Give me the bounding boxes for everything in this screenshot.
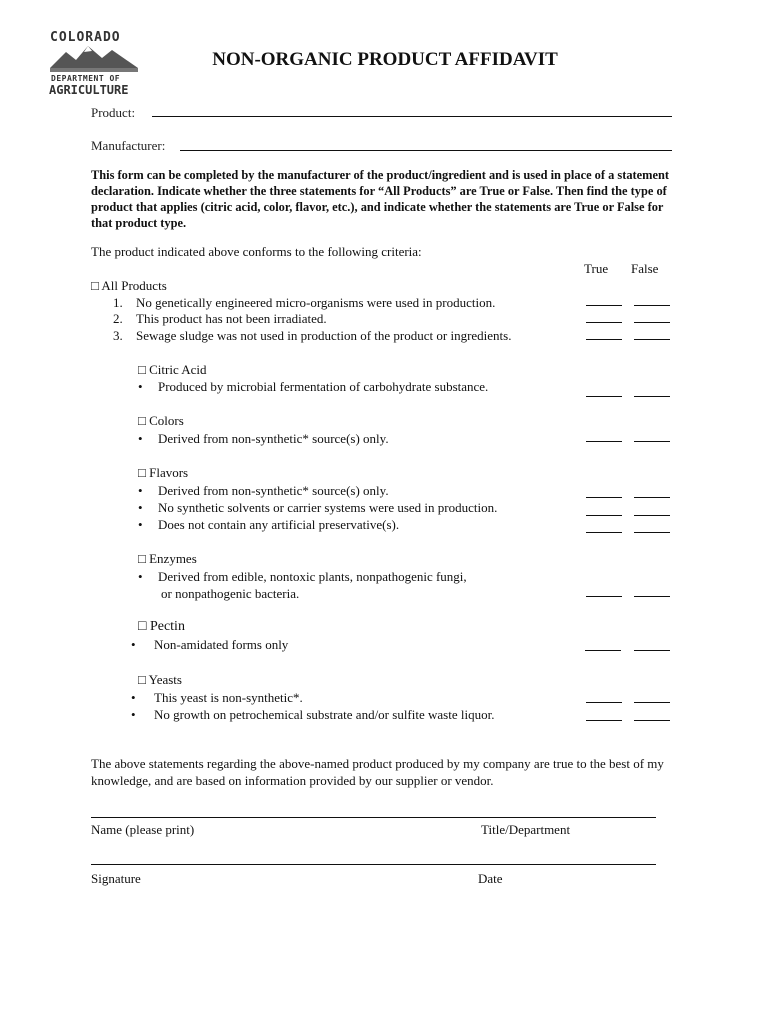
bullet: • — [138, 431, 143, 446]
flavors-item-2: No synthetic solvents or carrier systems were used in production. — [158, 500, 498, 515]
page-title: NON-ORGANIC PRODUCT AFFIDAVIT — [212, 49, 558, 70]
bullet: • — [138, 569, 143, 584]
false-blank[interactable] — [634, 515, 670, 516]
date-label: Date — [478, 871, 503, 886]
bullet: • — [138, 379, 143, 394]
closing-statement: The above statements regarding the above-named product produced by my company are true to the best of my knowledge, and are based on information provided by our supplier or vendor. — [91, 756, 664, 788]
bullet: • — [131, 690, 136, 705]
bullet: • — [138, 500, 143, 515]
flavors-heading: □ Flavors — [138, 465, 189, 480]
true-blank[interactable] — [586, 339, 622, 340]
svg-text:DEPARTMENT OF: DEPARTMENT OF — [51, 74, 121, 83]
name-label: Name (please print) — [91, 822, 195, 837]
manufacturer-label: Manufacturer: — [91, 138, 166, 153]
true-column-header: True — [584, 261, 609, 276]
true-blank[interactable] — [586, 515, 622, 516]
all-products-item-3: Sewage sludge was not used in production of the product or ingredients. — [136, 328, 512, 343]
list-number: 1. — [113, 295, 123, 310]
signature-label: Signature — [91, 871, 141, 886]
colors-heading: □ Colors — [138, 413, 184, 428]
flavors-item-1: Derived from non-synthetic* source(s) only. — [158, 483, 389, 498]
true-blank[interactable] — [586, 322, 622, 323]
pectin-item: Non-amidated forms only — [154, 637, 289, 652]
all-products-item-1: No genetically engineered micro-organisms were used in production. — [136, 295, 496, 310]
true-blank[interactable] — [586, 305, 622, 306]
false-blank[interactable] — [634, 720, 670, 721]
flavors-item-3: Does not contain any artificial preservative(s). — [158, 517, 400, 532]
citric-acid-item: Produced by microbial fermentation of carbohydrate substance. — [158, 379, 489, 394]
bullet: • — [138, 483, 143, 498]
true-blank[interactable] — [586, 596, 622, 597]
true-blank[interactable] — [586, 702, 622, 703]
bullet: • — [131, 707, 136, 722]
criteria-intro: The product indicated above conforms to the following criteria: — [91, 244, 422, 259]
pectin-heading: □ Pectin — [138, 619, 185, 634]
all-products-heading: □ All Products — [91, 278, 167, 293]
svg-text:COLORADO: COLORADO — [50, 30, 121, 45]
false-blank[interactable] — [634, 322, 670, 323]
list-number: 2. — [113, 311, 123, 326]
name-title-line[interactable] — [91, 817, 656, 818]
yeasts-heading: □ Yeasts — [138, 672, 182, 687]
false-blank[interactable] — [634, 650, 670, 651]
all-products-item-2: This product has not been irradiated. — [136, 311, 327, 326]
title-department-label: Title/Department — [481, 822, 571, 837]
citric-acid-heading: □ Citric Acid — [138, 362, 207, 377]
signature-date-line[interactable] — [91, 864, 656, 865]
bullet: • — [131, 637, 136, 652]
manufacturer-field[interactable] — [180, 150, 672, 151]
true-blank[interactable] — [586, 396, 622, 397]
colors-item: Derived from non-synthetic* source(s) only. — [158, 431, 389, 446]
false-blank[interactable] — [634, 497, 670, 498]
product-field[interactable] — [152, 116, 672, 117]
false-blank[interactable] — [634, 396, 670, 397]
false-blank[interactable] — [634, 596, 670, 597]
false-blank[interactable] — [634, 305, 670, 306]
enzymes-item-line2: or nonpathogenic bacteria. — [161, 586, 300, 601]
false-blank[interactable] — [634, 702, 670, 703]
false-blank[interactable] — [634, 532, 670, 533]
svg-text:AGRICULTURE: AGRICULTURE — [49, 83, 129, 97]
false-blank[interactable] — [634, 441, 670, 442]
bullet: • — [138, 517, 143, 532]
list-number: 3. — [113, 328, 123, 343]
product-label: Product: — [91, 105, 136, 120]
true-blank[interactable] — [586, 497, 622, 498]
yeasts-item-1: This yeast is non-synthetic*. — [154, 690, 303, 705]
false-column-header: False — [631, 261, 659, 276]
true-blank[interactable] — [585, 650, 621, 651]
enzymes-heading: □ Enzymes — [138, 551, 197, 566]
true-blank[interactable] — [586, 441, 622, 442]
yeasts-item-2: No growth on petrochemical substrate and/or sulfite waste liquor. — [154, 707, 495, 722]
instructions-text: This form can be completed by the manufacturer of the product/ingredient and is used in place of a statement declaration. Indicate whether the three statements for “All Products” are True or False. Then find the type of product that applies (citric acid, color, flavor, etc.), and indicate whether the statements are True or False for that product type. — [91, 168, 669, 230]
false-blank[interactable] — [634, 339, 670, 340]
true-blank[interactable] — [586, 532, 622, 533]
true-blank[interactable] — [586, 720, 622, 721]
enzymes-item-line1: Derived from edible, nontoxic plants, nonpathogenic fungi, — [158, 569, 467, 584]
